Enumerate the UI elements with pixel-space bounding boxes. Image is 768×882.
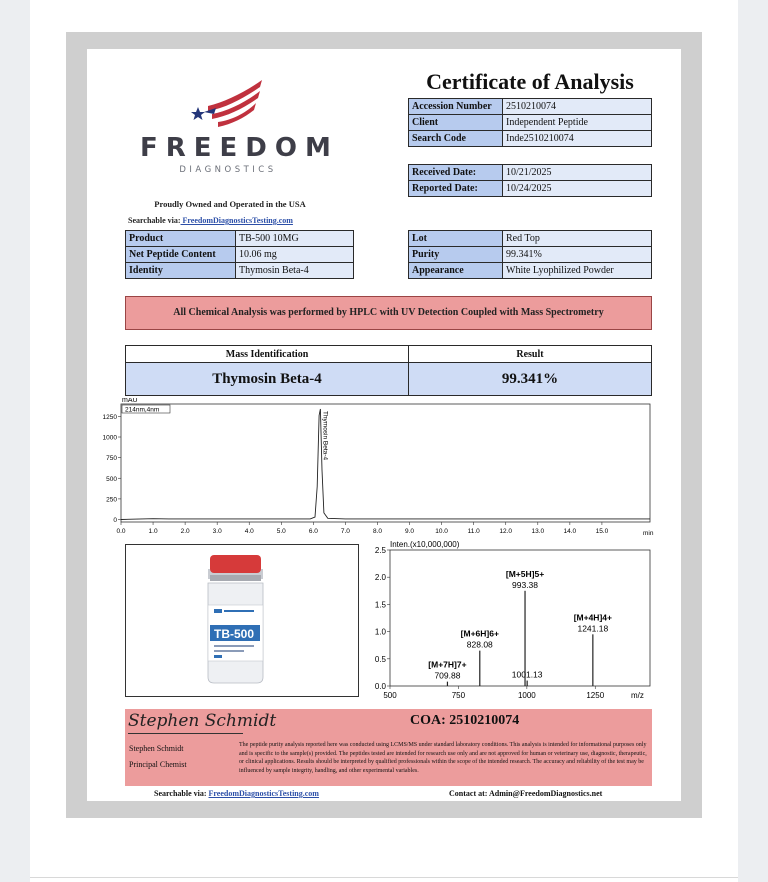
appearance-value: White Lyophilized Powder: [503, 263, 652, 279]
signature-underline: [128, 733, 243, 734]
hplc-x-tick-label: 7.0: [340, 528, 350, 535]
ms-peak-ion-label: [M+7H]7+: [428, 659, 467, 670]
ms-peak-mz-label: 709.88: [434, 670, 461, 681]
left-margin: [0, 0, 30, 882]
received-label: Received Date:: [409, 165, 503, 181]
signatory-name: Stephen Schmidt: [129, 744, 184, 753]
searchable-line-top: [128, 216, 293, 225]
hplc-x-tick-label: 12.0: [499, 528, 513, 535]
search-code-value: Inde2510210074: [503, 131, 652, 147]
searchable-label: Searchable via:: [128, 216, 181, 225]
hplc-x-tick-label: 15.0: [595, 528, 609, 535]
mass-id-header: Mass Identification: [126, 346, 409, 363]
ms-y-tick-label: 1.5: [374, 600, 386, 610]
hplc-plot-area: [121, 404, 650, 522]
client-value: Independent Peptide: [503, 115, 652, 131]
mass-spectrum-chart: [365, 538, 655, 704]
ms-xlabel: m/z: [631, 691, 644, 700]
hplc-x-tick-label: 2.0: [180, 528, 190, 535]
net-content-label: Net Peptide Content: [126, 247, 236, 263]
searchable-label-bottom: Searchable via:: [154, 789, 207, 798]
search-code-label: Search Code: [409, 131, 503, 147]
hplc-y-tick-label: 250: [106, 496, 117, 504]
hplc-y-tick-label: 1000: [102, 434, 117, 442]
accession-value: 2510210074: [503, 99, 652, 115]
hplc-xlabel: min: [643, 530, 654, 537]
hplc-y-tick-label: 500: [106, 475, 117, 483]
brand-name: FREEDOM: [140, 133, 339, 163]
dates-table: [408, 164, 652, 197]
lot-value: Red Top: [503, 231, 652, 247]
hplc-x-tick-label: 11.0: [467, 528, 480, 535]
lot-table: [408, 230, 652, 279]
coa-number: COA: 2510210074: [410, 713, 520, 728]
ms-peak-ion-label: [M+6H]6+: [460, 628, 499, 639]
ms-y-tick-label: 0.0: [374, 682, 386, 691]
purity-label: Purity: [409, 247, 503, 263]
bottom-divider: [30, 877, 738, 878]
appearance-label: Appearance: [409, 263, 503, 279]
hplc-x-tick-label: 13.0: [531, 528, 545, 535]
hplc-x-tick-label: 14.0: [563, 528, 577, 535]
ms-y-tick-label: 2.0: [374, 573, 386, 583]
hplc-x-tick-label: 0.0: [116, 528, 126, 535]
ms-peak-mz-label: 993.38: [512, 579, 539, 590]
ms-peak-ion-label: [M+5H]5+: [505, 568, 545, 579]
lot-label: Lot: [409, 231, 503, 247]
mass-identification-table: [125, 345, 652, 396]
hplc-x-tick-label: 3.0: [212, 528, 222, 535]
hplc-y-tick-label: 1250: [102, 413, 117, 421]
vial-photo-frame: [125, 544, 359, 697]
hplc-x-tick-label: 5.0: [276, 528, 286, 535]
contact-email[interactable]: Contact at: Admin@FreedomDiagnostics.net: [449, 789, 603, 798]
vial-photo-icon: [126, 545, 358, 696]
reported-label: Reported Date:: [409, 181, 503, 197]
received-value: 10/21/2025: [503, 165, 652, 181]
accession-label: Accession Number: [409, 99, 503, 115]
product-label: Product: [126, 231, 236, 247]
hplc-chromatogram: [100, 398, 656, 538]
ms-y-tick-label: 1.0: [374, 627, 386, 637]
ms-x-tick-label: 1250: [586, 691, 605, 700]
ms-peak-mz-label: 828.08: [466, 639, 493, 650]
purity-value: 99.341%: [503, 247, 652, 263]
ms-title: Inten.(x10,000,000): [390, 540, 460, 549]
reported-value: 10/24/2025: [503, 181, 652, 197]
product-table: [125, 230, 354, 279]
product-value: TB-500 10MG: [236, 231, 354, 247]
method-banner: All Chemical Analysis was performed by HPLC with UV Detection Coupled with Mass Spectrometry: [125, 296, 652, 330]
result-header: Result: [409, 346, 652, 363]
ms-x-tick-label: 500: [383, 691, 397, 700]
certificate-title: Certificate of Analysis: [426, 69, 634, 94]
mass-id-value: Thymosin Beta-4: [126, 363, 409, 396]
flag-logo-icon: [190, 78, 266, 130]
signatory-block: [129, 741, 187, 772]
hplc-x-tick-label: 6.0: [308, 528, 318, 535]
hplc-x-tick-label: 10.0: [435, 528, 448, 535]
identity-label: Identity: [126, 263, 236, 279]
searchable-link-top[interactable]: FreedomDiagnosticsTesting.com: [180, 216, 293, 225]
hplc-y-tick-label: 750: [106, 455, 117, 463]
hplc-x-tick-label: 8.0: [372, 528, 383, 535]
ms-x-tick-label: 750: [451, 691, 466, 700]
hplc-x-tick-label: 4.0: [244, 528, 254, 535]
hplc-y-tick-label: 0: [113, 517, 117, 525]
client-label: Client: [409, 115, 503, 131]
vial-cap: [210, 555, 261, 573]
signature: Stephen Schmidt: [128, 711, 277, 731]
ms-peak-mz-label: 1001.13: [511, 669, 543, 680]
brand-subtitle: DIAGNOSTICS: [179, 165, 277, 175]
hplc-peak-label: Thymosin Beta-4: [321, 410, 329, 461]
ms-peak-ion-label: [M+4H]4+: [573, 612, 612, 623]
hplc-x-tick-label: 9.0: [405, 528, 415, 535]
searchable-line-bottom: [154, 789, 319, 798]
ms-x-tick-label: 1000: [517, 691, 536, 700]
identity-value: Thymosin Beta-4: [236, 263, 354, 279]
net-content-value: 10.06 mg: [236, 247, 354, 263]
owned-line: Proudly Owned and Operated in the USA: [154, 199, 306, 209]
hplc-x-tick-label: 1.0: [148, 528, 158, 535]
vial-label-text: TB-500: [214, 627, 255, 641]
accession-table: [408, 98, 652, 147]
ms-y-tick-label: 0.5: [374, 654, 386, 664]
ms-y-tick-label: 2.5: [374, 546, 386, 555]
ms-peak-mz-label: 1241.18: [577, 623, 609, 634]
signatory-role: Principal Chemist: [129, 760, 187, 769]
result-value: 99.341%: [409, 363, 652, 396]
hplc-legend: 214nm,4nm: [125, 406, 160, 414]
hplc-ylabel: mAU: [122, 398, 138, 404]
searchable-link-bottom[interactable]: FreedomDiagnosticsTesting.com: [208, 789, 319, 798]
right-margin: [738, 0, 768, 882]
disclaimer: The peptide purity analysis reported here was conducted using LCMS/MS under standard laboratory conditions. This analysis is intended for informational purposes only and is specific to the sample(s) provided. The peptides tested are intended for research use only and are not approved for human or veterinary use, diagnostic, therapeutic, or clinical applications. Results should be interpreted by qualified professionals within the scope of the intended research. The accuracy and reliability of the test may be influenced by sample integrity, handling, and other experimental variables.: [239, 742, 647, 774]
